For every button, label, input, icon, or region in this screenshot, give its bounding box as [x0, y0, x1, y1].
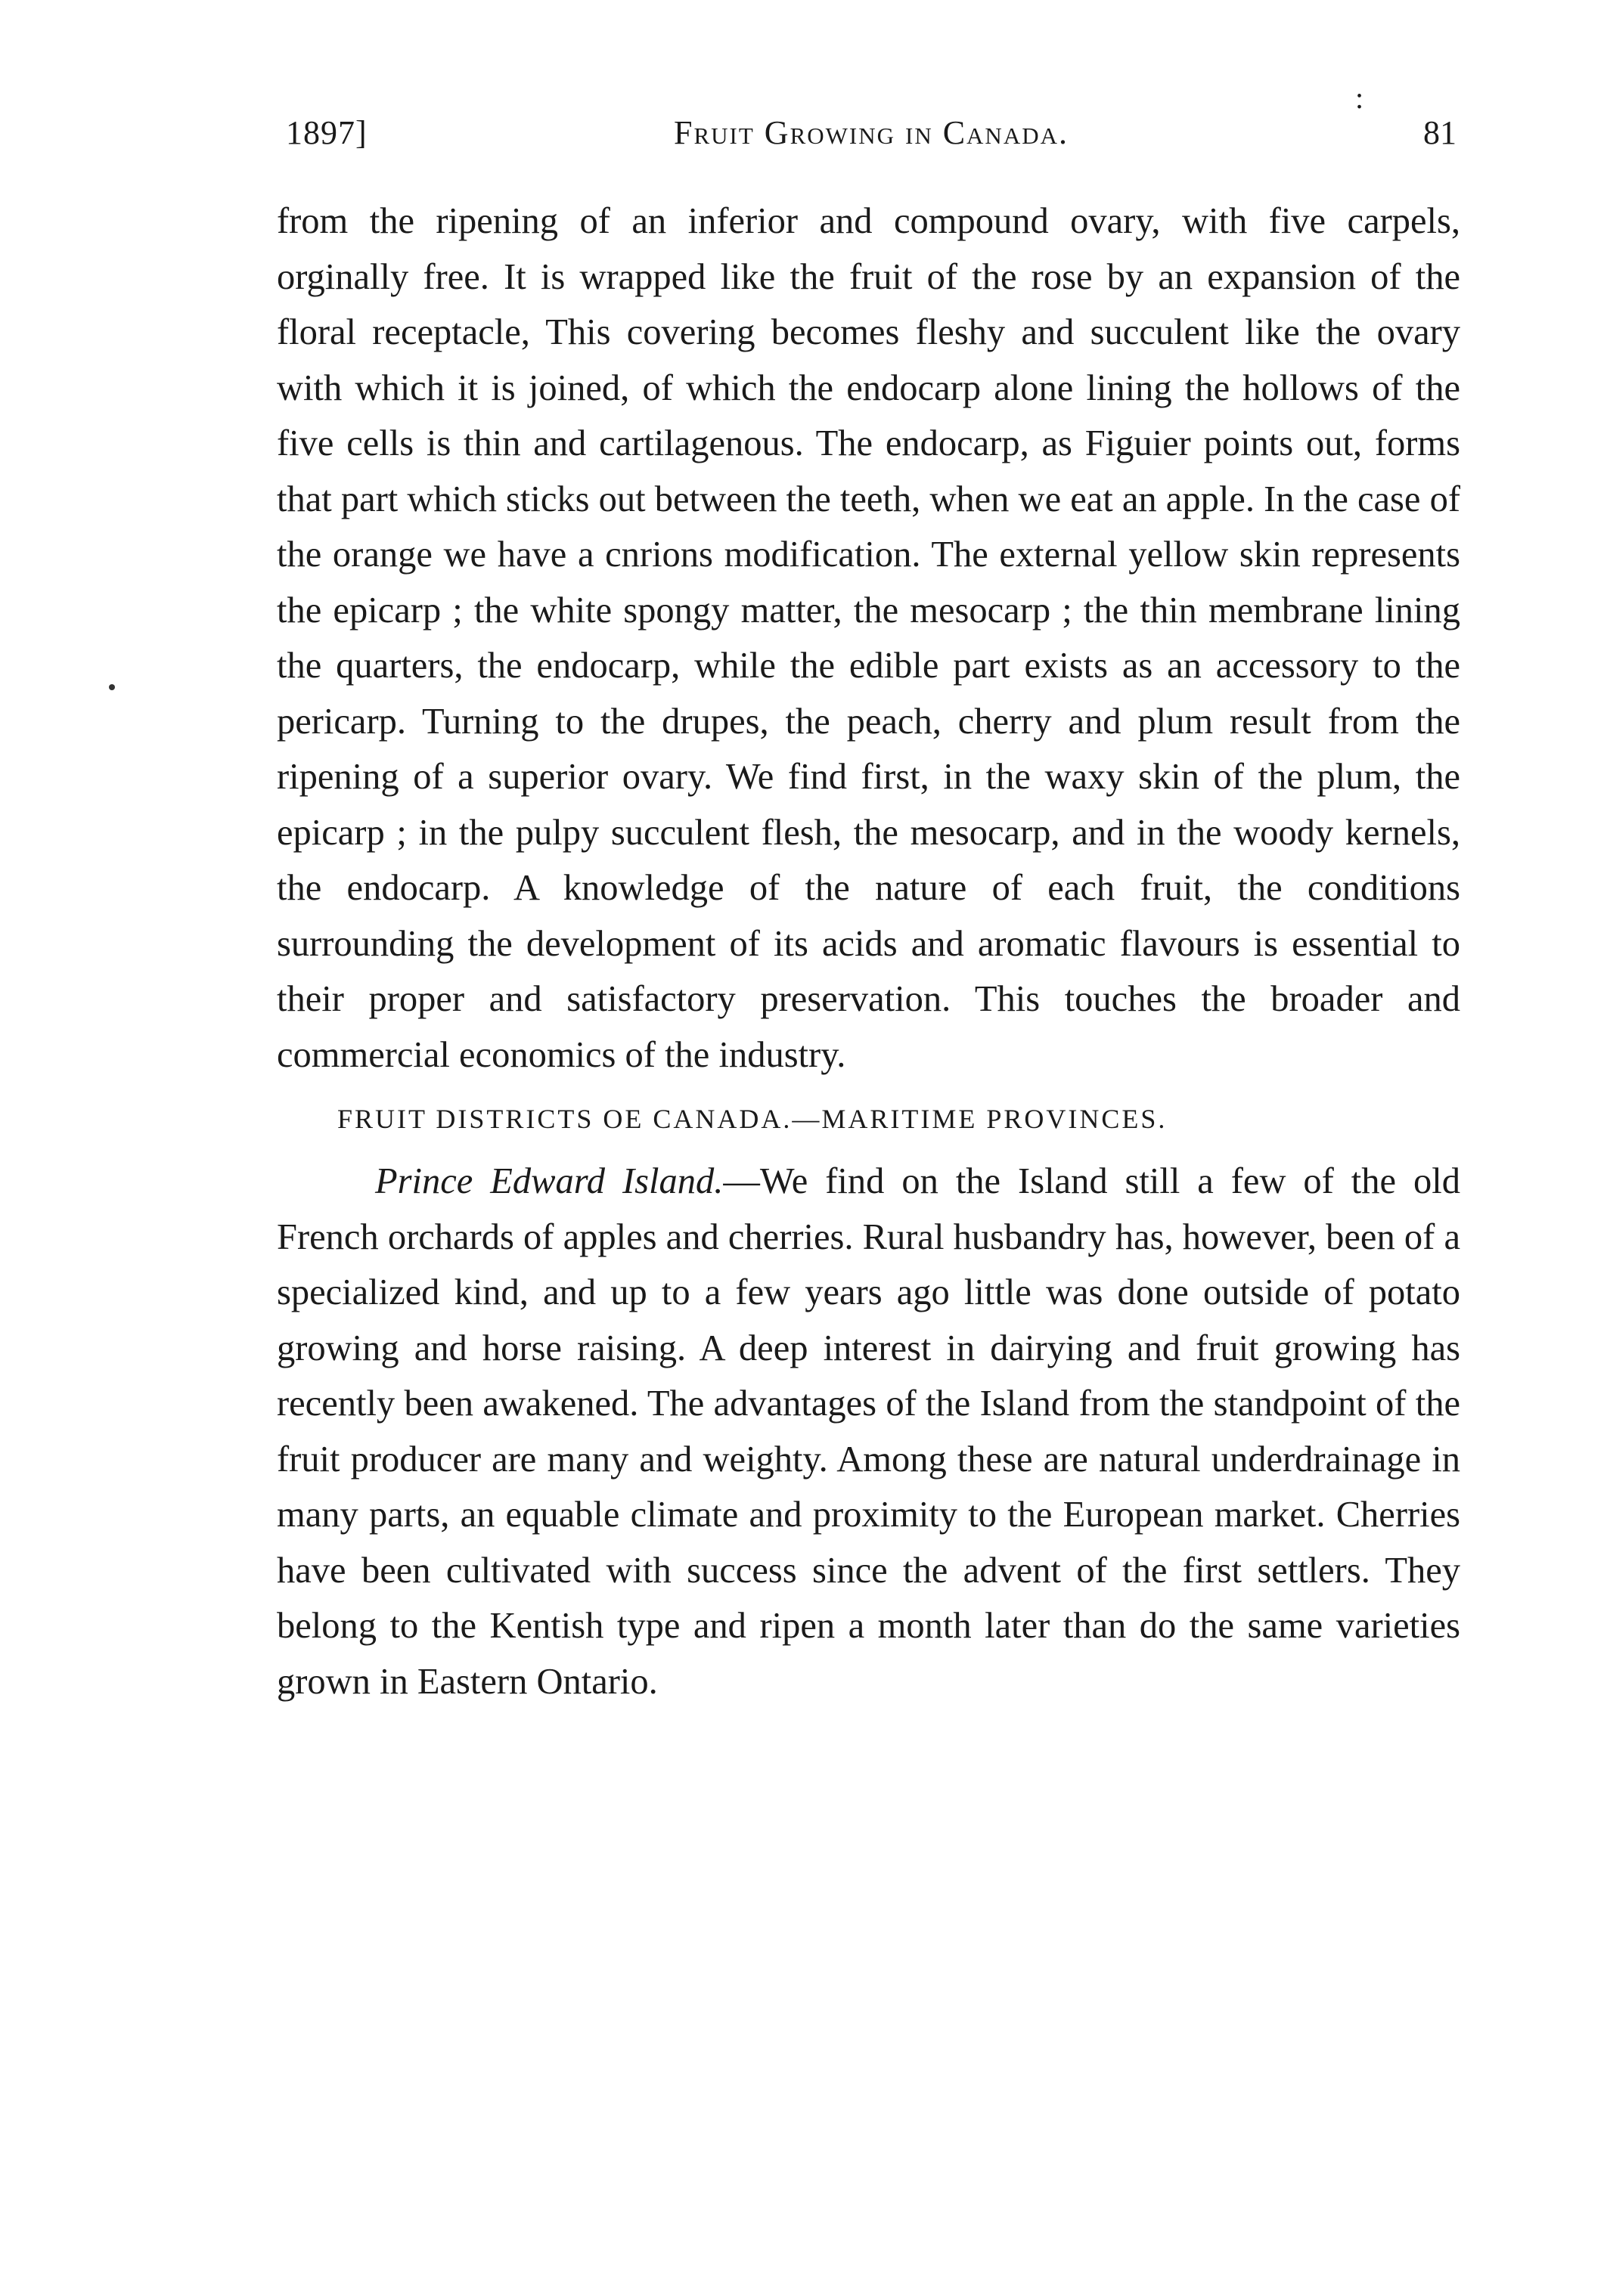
pei-paragraph-text: —We find on the Island still a few of the old French orchards of apples and cherries. Rural husbandry has, however, been of a specialized kind, and up to a few years ago little was done outside of potato growing and horse raising. A deep interest in dairying and fruit growing has recently been awakened. The advantages of the Island from the standpoint of the fruit producer are many and weighty. Among these are natural underdrainage in many parts, an equable climate and proximity to the European market. Cherries have been cultivated with success since the advent of the first settlers. They belong to the Kentish type and ripen a month later than do the same varieties grown in Eastern Ontario.	[277, 1161, 1460, 1702]
header-title: Fruit Growing in Canada.	[674, 114, 1069, 151]
section-heading: FRUIT DISTRICTS OE CANADA.—MARITIME PROVINCES.	[337, 1104, 1168, 1134]
running-head	[286, 113, 1457, 159]
body-text	[277, 194, 1460, 1709]
print-speck	[109, 684, 115, 690]
pei-paragraph	[277, 1154, 1460, 1709]
continuation-paragraph: from the ripening of an inferior and compound ovary, with five carpels, orginally free. It is wrapped like the fruit of the rose by an expansion of the floral receptacle, This covering becomes fleshy and succulent like the ovary with which it is joined, of which the endocarp alone lining the hollows of the five cells is thin and cartilagenous. The endocarp, as Figuier points out, forms that part which sticks out between the teeth, when we eat an apple. In the case of the orange we have a cnrions modification. The external yellow skin represents the epicarp ; the white spongy matter, the mesocarp ; the thin membrane lining the quarters, the endocarp, while the edible part exists as an accessory to the pericarp. Turning to the drupes, the peach, cherry and plum result from the ripening of a superior ovary. We find first, in the waxy skin of the plum, the epicarp ; in the pulpy succulent flesh, the mesocarp, and in the woody kernels, the endocarp. A knowledge of the nature of each fruit, the conditions surrounding the development of its acids and aromatic flavours is essential to their proper and satisfactory preservation. This touches the broader and commercial economics of the industry.	[277, 201, 1460, 1075]
margin-mark: :	[1355, 81, 1364, 115]
pei-run-in-heading: Prince Edward Island.	[375, 1161, 724, 1201]
page-number: 81	[1423, 114, 1457, 151]
header-year: 1897]	[286, 114, 368, 151]
